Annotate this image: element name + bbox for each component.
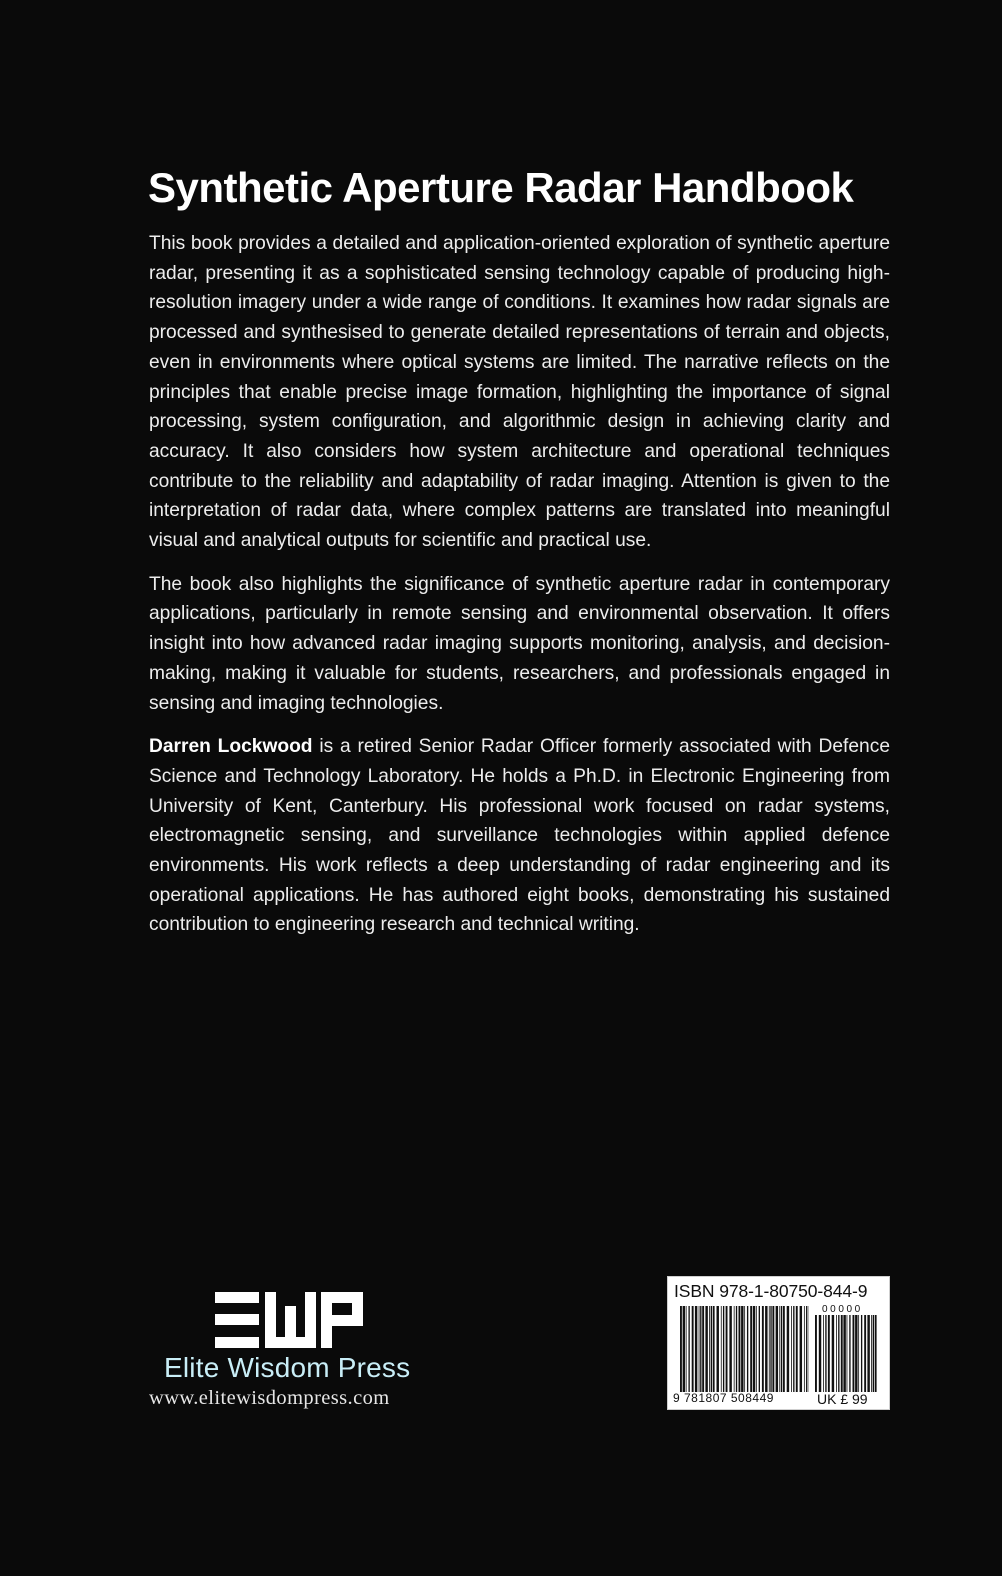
publisher-block — [148, 1290, 448, 1420]
barcode-addon-code: 00000 — [822, 1304, 863, 1315]
addon-barcode-bars — [815, 1315, 877, 1392]
price-label: UK £ 99 — [817, 1391, 868, 1407]
barcode-digits: 9 781807 508449 — [673, 1391, 774, 1405]
author-bio-text: is a retired Senior Radar Officer formerly associated with Defence Science and Technology Laboratory. He holds a Ph.D. in Electronic Engineering from University of Kent, Canterbury. His professional work focused on radar systems, electromagnetic sensing, and surveillance technologies within applied defence environments. His work reflects a deep understanding of radar engineering and its operational applications. He has authored eight books, demonstrating his sustained contribution to engineering research and technical writing. — [149, 736, 890, 936]
publisher-url[interactable]: www.elitewisdompress.com — [149, 1387, 390, 1409]
isbn-label: ISBN 978-1-80750-844-9 — [674, 1281, 868, 1301]
author-name: Darren Lockwood — [149, 736, 313, 758]
main-barcode-bars — [680, 1306, 809, 1392]
book-description — [149, 229, 890, 954]
publisher-logo — [215, 1292, 363, 1348]
description-paragraph-2: The book also highlights the significance of synthetic aperture radar in contemporary applications, particularly in remote sensing and environmental observation. It offers insight into how advanced radar imaging supports monitoring, analysis, and decision-making, making it valuable for students, researchers, and professionals engaged in sensing and imaging technologies. — [149, 573, 890, 714]
author-bio — [149, 732, 890, 940]
book-title: Synthetic Aperture Radar Handbook — [148, 164, 854, 211]
isbn-barcode — [667, 1276, 890, 1410]
description-paragraph-1: This book provides a detailed and application-oriented exploration of synthetic aperture radar, presenting it as a sophisticated sensing technology capable of producing high-resolution imagery under a wide range of conditions. It examines how radar signals are processed and synthesised to generate detailed representations of terrain and objects, even in environments where optical systems are limited. The narrative reflects on the principles that enable precise image formation, highlighting the importance of signal processing, system configuration, and algorithmic design in achieving clarity and accuracy. It also considers how system architecture and operational techniques contribute to the reliability and adaptability of radar imaging. Attention is given to the interpretation of radar data, where complex patterns are translated into meaningful visual and analytical outputs for scientific and practical use. — [149, 233, 890, 552]
publisher-name: Elite Wisdom Press — [164, 1352, 411, 1383]
